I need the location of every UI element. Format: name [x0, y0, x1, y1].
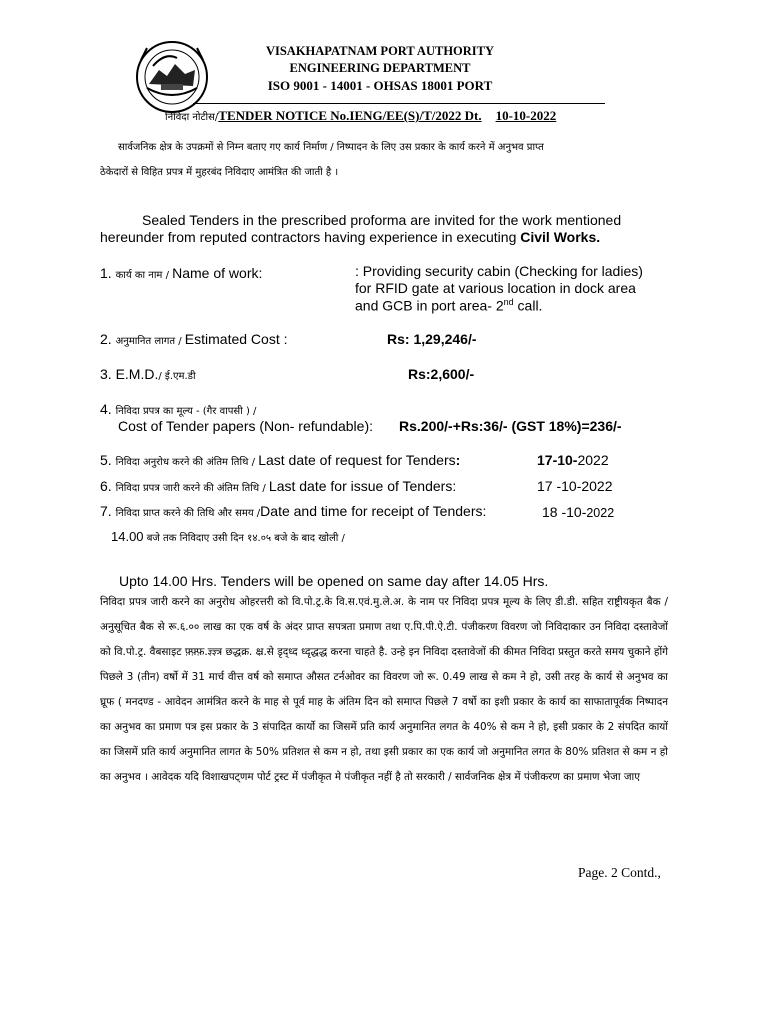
receipt-date-daymonth: 18 -10-	[542, 504, 587, 520]
item-english-label: Last date of request for Tenders	[258, 452, 456, 468]
item-papers-english-label: Cost of Tender papers (Non- refundable):	[118, 418, 373, 434]
hindi-intro-line2: ठेकेदारों से विहित प्रपत्र में मुहरबंद निविदाए आमंत्रित की जाती है ।	[100, 167, 339, 178]
estimated-cost-value: Rs: 1,29,246/-	[387, 331, 477, 347]
hindi-intro-line1: सार्वजनिक क्षेत्र के उपक्रमों से निम्न बताए गए कार्य निर्माण / निष्पादन के लिए उस प्रकार के कार्य करने में अनुभव प्राप्त	[118, 142, 544, 153]
item-colon: :	[455, 452, 461, 468]
intro-line2-text: hereunder from reputed contractors having experience in executing	[100, 229, 521, 245]
request-date-value	[537, 452, 609, 468]
iso-line: ISO 9001 - 14001 - OHSAS 18001 PORT	[267, 78, 493, 93]
item-number: 5.	[100, 452, 116, 468]
item-papers-hindi-line	[100, 401, 256, 417]
item-cost-label	[100, 331, 288, 347]
item-number: 3.	[100, 366, 116, 382]
item-hindi-label: निविदा प्राप्त करने की तिथि और समय /	[115, 508, 261, 519]
item-number: 7.	[100, 503, 116, 519]
issue-date-value	[537, 478, 613, 494]
item-english-label: Name of work:	[172, 265, 263, 281]
item-number: 1.	[100, 265, 116, 281]
item-request-label	[100, 452, 460, 468]
work-value-line1: : Providing security cabin (Checking for ladies)	[355, 263, 643, 279]
item-number: 2.	[100, 331, 116, 347]
page-continued-footer: Page. 2 Contd.,	[578, 865, 661, 880]
item-hindi-label: निविदा प्रपत्र जारी करने की अंतिम तिथि /	[115, 483, 269, 494]
notice-date: 10-10-2022	[495, 108, 557, 123]
request-date-daymonth: 17-10-	[537, 452, 578, 468]
item-number: 4.	[100, 401, 116, 417]
work-value-line2: for RFID gate at various location in dock area	[355, 280, 636, 296]
header-divider	[193, 103, 605, 104]
item-receipt-label	[100, 503, 486, 519]
item-hindi-label: अनुमानित लागत /	[115, 336, 185, 347]
emd-value: Rs:2,600/-	[408, 366, 475, 382]
item-hindi-label: / ई.एम.डी	[158, 371, 196, 382]
intro-line2	[100, 229, 600, 245]
opening-hindi-text: बजे तक निविदाए उसी दिन १४.०५ बजे के बाद खोली /	[143, 533, 345, 544]
item-work-label	[100, 265, 262, 281]
item-hindi-label: निविदा प्रपत्र का मूल्य - (गैर वापसी ) /	[115, 406, 257, 417]
item-number: 6.	[100, 478, 116, 494]
receipt-date-value	[542, 504, 614, 520]
item-hindi-label: कार्य का नाम /	[115, 270, 173, 281]
department-name: ENGINEERING DEPARTMENT	[289, 61, 471, 75]
hindi-body-paragraph: निविदा प्रपत्र जारी करने का अनुरोध ओहरत्तरी को वि.पो.ट्र.के वि.स.एवं.मु.ले.अ. के नाम पर निविदा प्रपत्र मूल्य के लिए डी.डी. सहित राष्ट्रीयकृत बैक / अनुसूचित बैक से रू.६.०० लाख का एक वर्ष के अंदर प्राप्त सपत्रता प्रमाण तथा ए.पि.पी.ऐ.टी. पंजीकरण विवरण जो निविदाकार उन निविदा दस्तावेजों को वि.पो.ट्र. वैबसाइट फ़्फ़्फ़.ज्ञ्ज्ञ्त्र छद्धक्र. क्ष्र.से डृद्ध्द ध्दृद्धद्ध करना चाहते है. उन्हे इन निविदा दस्तावेजों की कीमत निविदा प्रस्तुत करते समय चुकाने होंगे पिछले 3 (तीन) वर्षो में 31 मार्च वीत्त वर्ष को समाप्त औसत टर्नओवर का विवरण जो रू. 0.49 लाख से कम ने हो, उसी तरह के कार्य से अनुभव का घ्रूफ ( मनदण्ड - आवेदन आमंत्रित करने के माह से पूर्व माह के अंतिम दिन को समाप्त पिछले 7 वर्षो का इशी प्रकार के कार्य का साफातापूर्वक निष्पादन का अनुभव का प्रमाण पत्र इस प्रकार के 3 संपादित कार्यो का जिसमें प्रति कार्य अनुमानित लगत के 40% से कम ने हो, इसी प्रकार के 2 संपदित कायों का जिसमें प्रति कार्य अनुमानित लागत के 50% प्रतिशत से कम न हो, तथा इसी प्रकार का एक कार्य जो अनुमानित लगत के 80% प्रतिशत से कम न हो का अनुभव । आवेदक यदि विशाखपट्णम पोर्ट ट्रस्ट में पंजीकृत मे पंजीकृत नहीं है तो सरकारी / सार्वजनिक क्षेत्र में पंजीकरण का प्रमाण भेजा जाए	[100, 596, 668, 783]
notice-number: TENDER NOTICE No.IENG/EE(S)/T/2022 Dt.	[218, 108, 482, 123]
notice-title	[165, 108, 556, 124]
issue-date-year: 2022	[581, 478, 613, 494]
opening-time-hindi	[111, 529, 345, 544]
tender-papers-cost-value: Rs.200/-+Rs:36/- (GST 18%)=236/-	[399, 418, 622, 434]
item-english-label: Last date for issue of Tenders:	[268, 478, 457, 494]
organization-name: VISAKHAPATNAM PORT AUTHORITY	[265, 44, 495, 58]
intro-civil-works: Civil Works.	[520, 229, 601, 245]
opening-english: Upto 14.00 Hrs. Tenders will be opened on same day after 14.05 Hrs.	[119, 573, 549, 589]
item-english-label: E.M.D.	[115, 366, 159, 382]
item-english-label: Estimated Cost :	[184, 331, 288, 347]
receipt-date-year: 2022	[586, 506, 615, 520]
work-value-line3	[355, 297, 542, 314]
item-emd-label	[100, 366, 196, 382]
request-date-year: 2022	[577, 452, 609, 468]
work-value-sup: nd	[503, 297, 514, 307]
item-english-label: Date and time for receipt of Tenders:	[260, 503, 487, 519]
opening-time: 14.00	[111, 529, 144, 544]
work-value-text: and GCB in port area- 2	[355, 297, 504, 314]
notice-prefix-hindi: निविदा नोटीस/	[165, 112, 219, 123]
issue-date-daymonth: 17 -10-	[537, 478, 582, 494]
item-hindi-label: निविदा अनुरोध करने की अंतिम तिथि /	[115, 457, 259, 468]
item-issue-label	[100, 478, 456, 494]
work-value-call: call.	[513, 297, 543, 314]
intro-line1: Sealed Tenders in the prescribed proforma are invited for the work mentioned	[142, 212, 622, 228]
